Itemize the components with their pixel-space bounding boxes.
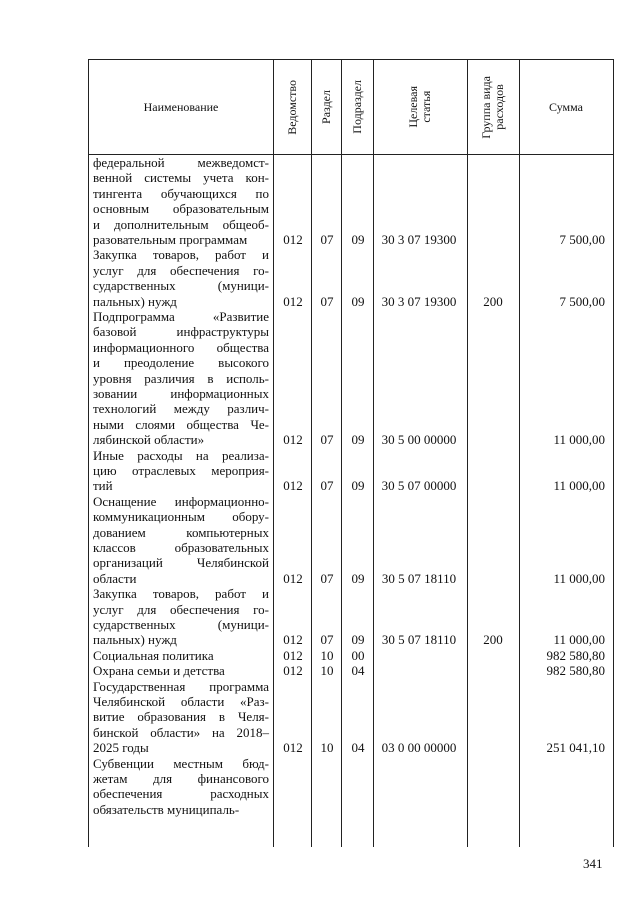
row-name-line: дованием компьютерных — [93, 524, 269, 540]
row-name-line: бинской области» на 2018– — [93, 724, 269, 740]
header-gruppa — [467, 60, 519, 154]
row-name-line: и дополнительным общеоб- — [93, 216, 269, 232]
row-celevaya: 30 3 07 19300 — [381, 231, 457, 247]
row-vedomstvo: 012 — [283, 293, 303, 309]
row-name — [93, 247, 269, 309]
row-name-line: обязательств муниципаль- — [93, 801, 240, 817]
row-podrazdel: 09 — [351, 293, 365, 309]
row-celevaya: 03 0 00 00000 — [381, 740, 457, 756]
row-name-line: пальных) нужд — [93, 293, 177, 309]
row-name-line: тий — [93, 478, 113, 494]
row-name — [93, 679, 269, 756]
row-name-line: венной системы учета кон- — [93, 170, 269, 186]
row-razdel: 07 — [320, 231, 334, 247]
row-name — [93, 586, 269, 648]
row-name-line: области — [93, 570, 137, 586]
header-podrazdel-label: Подраздел — [349, 80, 364, 134]
row-name-line: информационного общества — [93, 339, 269, 355]
header-celevaya — [373, 60, 467, 154]
row-summa: 251 041,10 — [546, 740, 605, 756]
table-row — [89, 494, 613, 586]
row-summa: 11 000,00 — [553, 632, 605, 648]
row-vedomstvo: 012 — [283, 432, 303, 448]
row-name-line: лябинской области» — [93, 432, 205, 448]
row-summa: 11 000,00 — [553, 570, 605, 586]
row-name-line: Закупка товаров, работ и — [93, 586, 269, 602]
row-summa: 7 500,00 — [559, 293, 605, 309]
header-vedomstvo-label: Ведомство — [284, 79, 299, 135]
row-gruppa: 200 — [483, 632, 503, 648]
row-name-line: Челябинской области «Раз- — [93, 694, 269, 709]
row-name-line: Оснащение информационно- — [93, 493, 269, 509]
row-podrazdel: 09 — [351, 432, 365, 448]
table-row — [89, 247, 613, 309]
row-razdel: 07 — [320, 478, 334, 494]
row-razdel: 07 — [320, 570, 334, 586]
header-celevaya-label: Целевая статья — [406, 86, 433, 128]
row-name-line: технологий между различ- — [93, 401, 269, 417]
row-name-line: организаций Челябинской — [93, 555, 269, 571]
row-name-line: разовательным программам — [93, 232, 248, 248]
row-summa: 11 000,00 — [553, 478, 605, 494]
row-celevaya: 30 3 07 19300 — [381, 293, 457, 309]
row-summa: 982 580,80 — [546, 647, 605, 663]
row-name-line: Подпрограмма «Развитие — [93, 309, 269, 324]
row-podrazdel: 04 — [351, 663, 365, 679]
row-razdel: 10 — [320, 663, 334, 679]
row-vedomstvo: 012 — [283, 740, 303, 756]
row-vedomstvo: 012 — [283, 663, 303, 679]
row-name-line: уровня различия в исполь- — [93, 370, 269, 386]
row-name-line: федеральной межведомст- — [93, 155, 269, 170]
row-summa: 11 000,00 — [553, 432, 605, 448]
row-podrazdel: 09 — [351, 478, 365, 494]
row-name — [93, 155, 269, 247]
header-razdel — [311, 60, 341, 154]
row-name — [93, 663, 269, 678]
row-name-line: коммуникационным обору- — [93, 509, 269, 525]
row-razdel: 10 — [320, 740, 334, 756]
row-name-line: Закупка товаров, работ и — [93, 247, 269, 263]
row-name-line: и преодоление высокого — [93, 355, 269, 371]
row-podrazdel: 09 — [351, 231, 365, 247]
row-name-line: основным образовательным — [93, 201, 269, 217]
budget-table — [88, 59, 614, 847]
row-name-line: услуг для обеспечения го- — [93, 262, 269, 278]
row-podrazdel: 09 — [351, 570, 365, 586]
row-podrazdel: 09 — [351, 632, 365, 648]
row-name — [93, 648, 269, 663]
row-podrazdel: 00 — [351, 647, 365, 663]
row-razdel: 07 — [320, 293, 334, 309]
header-name — [89, 60, 273, 154]
table-row — [89, 586, 613, 648]
row-celevaya: 30 5 00 00000 — [381, 432, 457, 448]
row-vedomstvo: 012 — [283, 647, 303, 663]
row-name-line: ными слоями общества Че- — [93, 416, 269, 432]
page-number: 341 — [583, 856, 603, 871]
header-name-label: Наименование — [143, 99, 219, 114]
row-celevaya: 30 5 07 00000 — [381, 478, 457, 494]
row-name — [93, 309, 269, 448]
row-name-line: обеспечения расходных — [93, 786, 269, 802]
table-row — [89, 756, 613, 818]
row-razdel: 07 — [320, 632, 334, 648]
row-name-line: классов образовательных — [93, 540, 269, 556]
row-name-line: Охрана семьи и детства — [93, 663, 225, 679]
row-name-line: витие образования в Челя- — [93, 709, 269, 725]
table-row — [89, 448, 613, 494]
row-name-line: тингента обучающихся по — [93, 185, 269, 201]
row-name-line: зовании информационных — [93, 386, 269, 402]
row-name-line: Иные расходы на реализа- — [93, 447, 269, 463]
row-name-line: жетам для финансового — [93, 771, 269, 786]
row-razdel: 07 — [320, 432, 334, 448]
row-name-line: сударственных (муници- — [93, 278, 269, 294]
row-vedomstvo: 012 — [283, 231, 303, 247]
row-name — [93, 448, 269, 494]
row-name-line: сударственных (муници- — [93, 617, 269, 632]
row-name-line: Государственная программа — [93, 678, 269, 694]
row-name-line: услуг для обеспечения го- — [93, 601, 269, 617]
table-row — [89, 679, 613, 756]
row-celevaya: 30 5 07 18110 — [381, 570, 457, 586]
row-gruppa: 200 — [483, 293, 503, 309]
row-celevaya: 30 5 07 18110 — [381, 632, 457, 648]
row-vedomstvo: 012 — [283, 632, 303, 648]
header-summa-label: Сумма — [549, 99, 583, 114]
row-summa: 7 500,00 — [559, 231, 605, 247]
header-podrazdel — [341, 60, 373, 154]
row-vedomstvo: 012 — [283, 570, 303, 586]
header-gruppa-label: Группа вида расходов — [479, 75, 506, 139]
row-name-line: базовой инфраструктуры — [93, 324, 269, 340]
table-row — [89, 648, 613, 663]
row-name — [93, 756, 269, 818]
row-name — [93, 494, 269, 586]
row-razdel: 10 — [320, 647, 334, 663]
row-vedomstvo: 012 — [283, 478, 303, 494]
row-name-line: Социальная политика — [93, 647, 214, 663]
header-vedomstvo — [273, 60, 311, 154]
row-summa: 982 580,80 — [546, 663, 605, 679]
row-name-line: цию отраслевых мероприя- — [93, 463, 269, 478]
header-summa — [519, 60, 613, 154]
row-name-line: 2025 годы — [93, 740, 149, 756]
row-name-line: пальных) нужд — [93, 632, 177, 648]
table-row — [89, 663, 613, 678]
header-razdel-label: Раздел — [318, 90, 333, 124]
row-name-line: Субвенции местным бюд- — [93, 755, 269, 771]
row-podrazdel: 04 — [351, 740, 365, 756]
table-row — [89, 309, 613, 448]
table-row — [89, 155, 613, 247]
